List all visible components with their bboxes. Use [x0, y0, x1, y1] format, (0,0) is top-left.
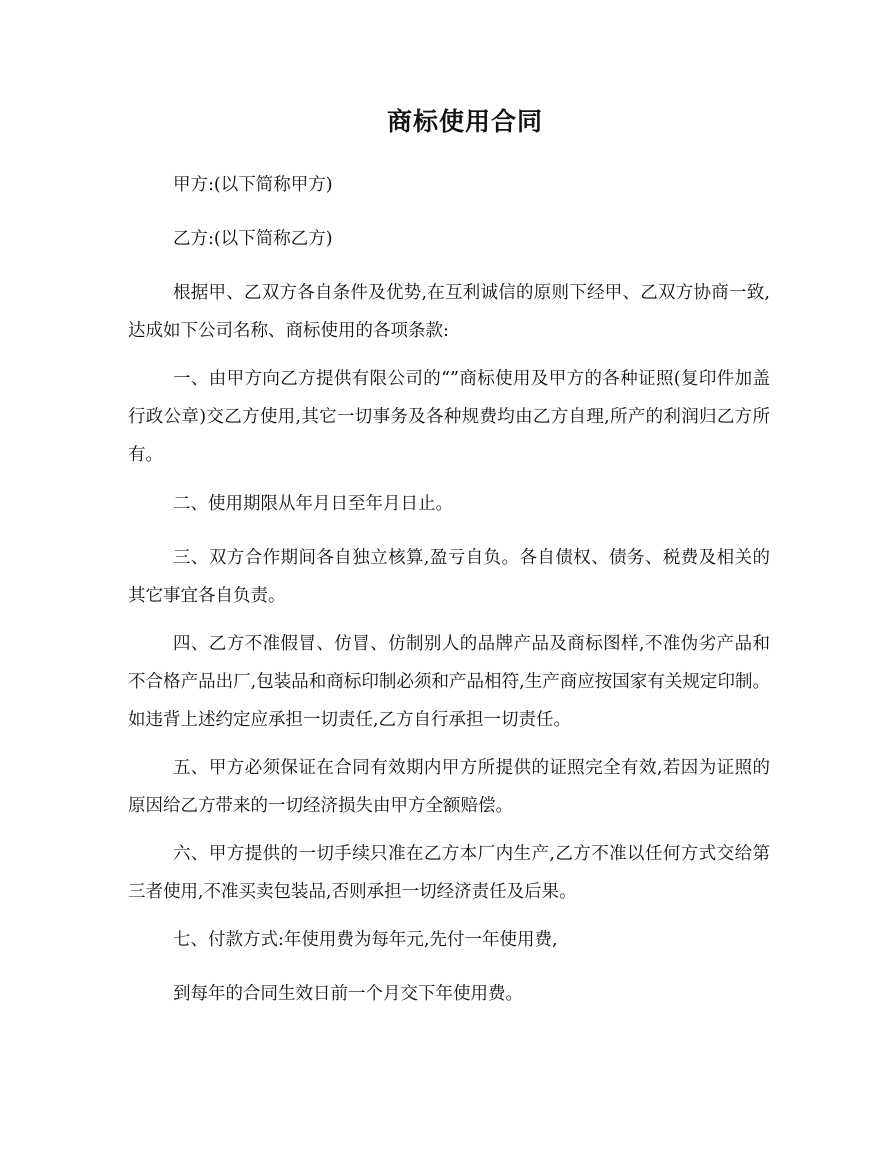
clause-4-paragraph: 四、乙方不准假冒、仿冒、仿制别人的品牌产品及商标图样,不准伪劣产品和不合格产品出厂,包装品和商标印制必须和产品相符,生产商应按国家有关规定印制。如违背上述约定应承担一切责任,乙方自行承担一切责任。 — [128, 634, 770, 730]
clause-2-paragraph: 二、使用期限从年月日至年月日止。 — [173, 494, 453, 514]
party-a-line: 甲方:(以下简称甲方) — [173, 175, 333, 195]
document-title: 商标使用合同 — [386, 107, 543, 136]
party-b-line: 乙方:(以下简称乙方) — [173, 229, 333, 249]
preamble-paragraph: 根据甲、乙双方各自条件及优势,在互利诚信的原则下经甲、乙双方协商一致,达成如下公司名称、商标使用的各项条款: — [128, 283, 770, 341]
clause-5-paragraph: 五、甲方必须保证在合同有效期内甲方所提供的证照完全有效,若因为证照的原因给乙方带来的一切经济损失由甲方全额赔偿。 — [128, 758, 770, 816]
clause-6-paragraph: 六、甲方提供的一切手续只准在乙方本厂内生产,乙方不准以任何方式交给第三者使用,不准买卖包装品,否则承担一切经济责任及后果。 — [128, 844, 770, 902]
clause-3-paragraph: 三、双方合作期间各自独立核算,盈亏自负。各自债权、债务、税费及相关的其它事宜各自负责。 — [128, 548, 770, 606]
payment-continuation-paragraph: 到每年的合同生效日前一个月交下年使用费。 — [173, 984, 523, 1004]
clause-1-paragraph: 一、由甲方向乙方提供有限公司的“”商标使用及甲方的各种证照(复印件加盖行政公章)交乙方使用,其它一切事务及各种规费均由乙方自理,所产的利润归乙方所有。 — [128, 369, 770, 465]
clause-7-paragraph: 七、付款方式:年使用费为每年元,先付一年使用费, — [173, 930, 558, 950]
